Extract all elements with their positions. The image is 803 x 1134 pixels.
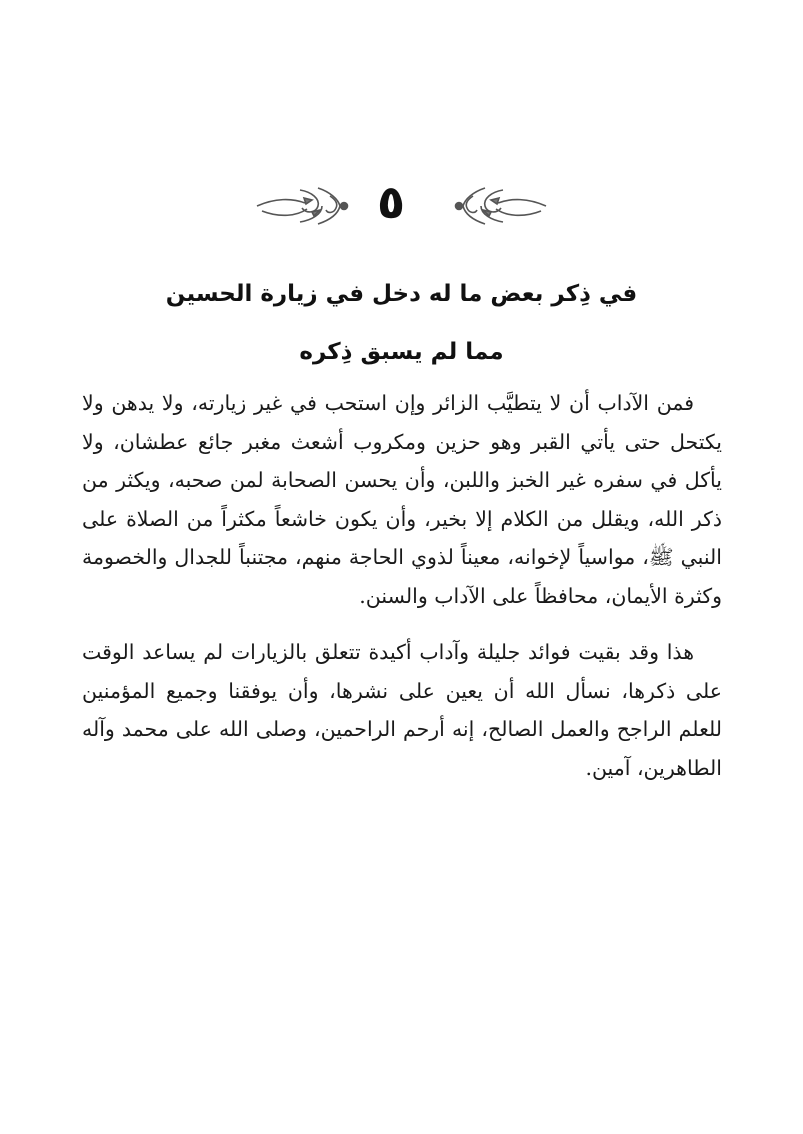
chapter-title-line-1: في ذِكر بعض ما له دخل في زيارة الحسين xyxy=(165,281,638,307)
ornament-left xyxy=(257,188,348,224)
body-paragraph-1: فمن الآداب أن لا يتطيَّب الزائر وإن استحب في غير زيارته، ولا يدهن ولا يكتحل حتى يأتي القبر وهو حزين ومكروب أشعث مغبر جائع عطشان، ولا يأكل في سفره غير الخبز واللبن، وأن يحسن الصحابة لمن صحبه، ويكثر من ذكر الله، ويقلل من الكلام إلا بخير، وأن يكون خاشعاً مكثراً من الصلاة على النبي ﷺ، مواسياً لإخوانه، معيناً لذوي الحاجة منهم، مجتنباً للجدال والخصومة وكثرة الأيمان، محافظاً على الآداب والسنن. xyxy=(82,391,722,608)
chapter-number: ٥ xyxy=(376,175,406,229)
body-paragraph-2: هذا وقد بقيت فوائد جليلة وآداب أكيدة تتعلق بالزيارات لم يساعد الوقت على ذكرها، نسأل الله أن يعين على نشرها، وأن يوفقنا وجميع المؤمنين للعلم الراجح والعمل الصالح، إنه أرحم الراحمين، وصلى الله على محمد وآله الطاهرين، آمين. xyxy=(82,640,722,780)
chapter-body xyxy=(82,384,722,805)
chapter-title-line-2: مما لم يسبق ذِكره xyxy=(299,339,504,365)
ornament-right xyxy=(456,188,547,224)
